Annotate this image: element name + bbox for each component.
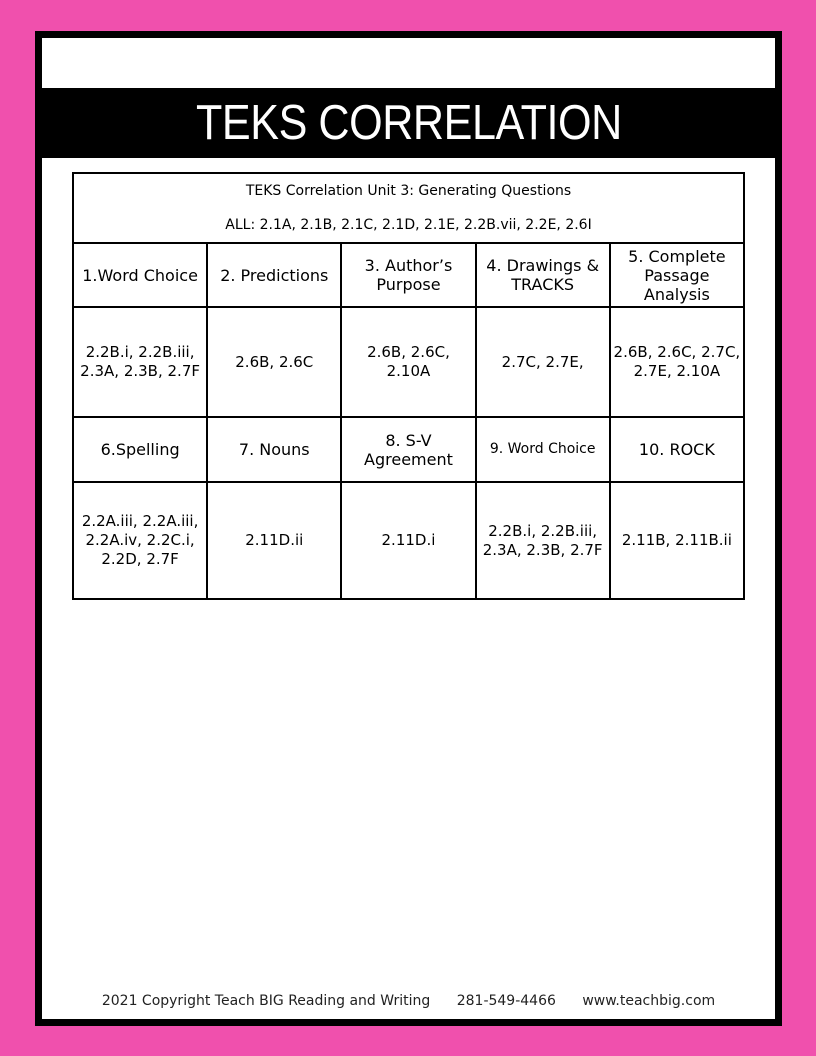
- lesson-header: 9. Word Choice: [476, 417, 610, 482]
- standards-cell: 2.11D.i: [341, 482, 475, 599]
- lesson-header: 3. Author’s Purpose: [341, 243, 475, 307]
- lesson-header: 2. Predictions: [207, 243, 341, 307]
- lesson-header: 1.Word Choice: [73, 243, 207, 307]
- website-link[interactable]: www.teachbig.com: [582, 993, 716, 1009]
- standards-cell: 2.2A.iii, 2.2A.iii, 2.2A.iv, 2.2C.i, 2.2D, 2.7F: [73, 482, 207, 599]
- footer: [42, 993, 775, 1009]
- lesson-header-row: [73, 243, 744, 307]
- lesson-header: 10. ROCK: [610, 417, 744, 482]
- table-caption-row: [73, 173, 744, 243]
- copyright-text: 2021 Copyright Teach BIG Reading and Writing: [101, 993, 431, 1009]
- lesson-header-row: [73, 417, 744, 482]
- standards-cell: 2.7C, 2.7E,: [476, 307, 610, 417]
- lesson-header: 6.Spelling: [73, 417, 207, 482]
- standards-cell: 2.2B.i, 2.2B.iii, 2.3A, 2.3B, 2.7F: [476, 482, 610, 599]
- standards-row: [73, 307, 744, 417]
- lesson-header: 4. Drawings & TRACKS: [476, 243, 610, 307]
- standards-cell: 2.6B, 2.6C, 2.7C, 2.7E, 2.10A: [610, 307, 744, 417]
- standards-cell: 2.6B, 2.6C, 2.10A: [341, 307, 475, 417]
- standards-cell: 2.6B, 2.6C: [207, 307, 341, 417]
- caption-all-standards: ALL: 2.1A, 2.1B, 2.1C, 2.1D, 2.1E, 2.2B.vii, 2.2E, 2.6I: [225, 216, 592, 233]
- table-caption: [73, 173, 744, 243]
- standards-cell: 2.11D.ii: [207, 482, 341, 599]
- standards-cell: 2.2B.i, 2.2B.iii, 2.3A, 2.3B, 2.7F: [73, 307, 207, 417]
- lesson-header: 7. Nouns: [207, 417, 341, 482]
- lesson-header: 8. S-V Agreement: [341, 417, 475, 482]
- teks-table: [72, 172, 745, 600]
- page-title: TEKS CORRELATION: [195, 96, 622, 150]
- caption-unit: TEKS Correlation Unit 3: Generating Questions: [245, 183, 572, 200]
- phone-number: 281-549-4466: [456, 993, 556, 1009]
- title-band: [42, 88, 775, 158]
- page-content: [42, 38, 775, 1019]
- page-frame: [35, 31, 782, 1026]
- standards-cell: 2.11B, 2.11B.ii: [610, 482, 744, 599]
- standards-row: [73, 482, 744, 599]
- lesson-header: 5. Complete Passage Analysis: [610, 243, 744, 307]
